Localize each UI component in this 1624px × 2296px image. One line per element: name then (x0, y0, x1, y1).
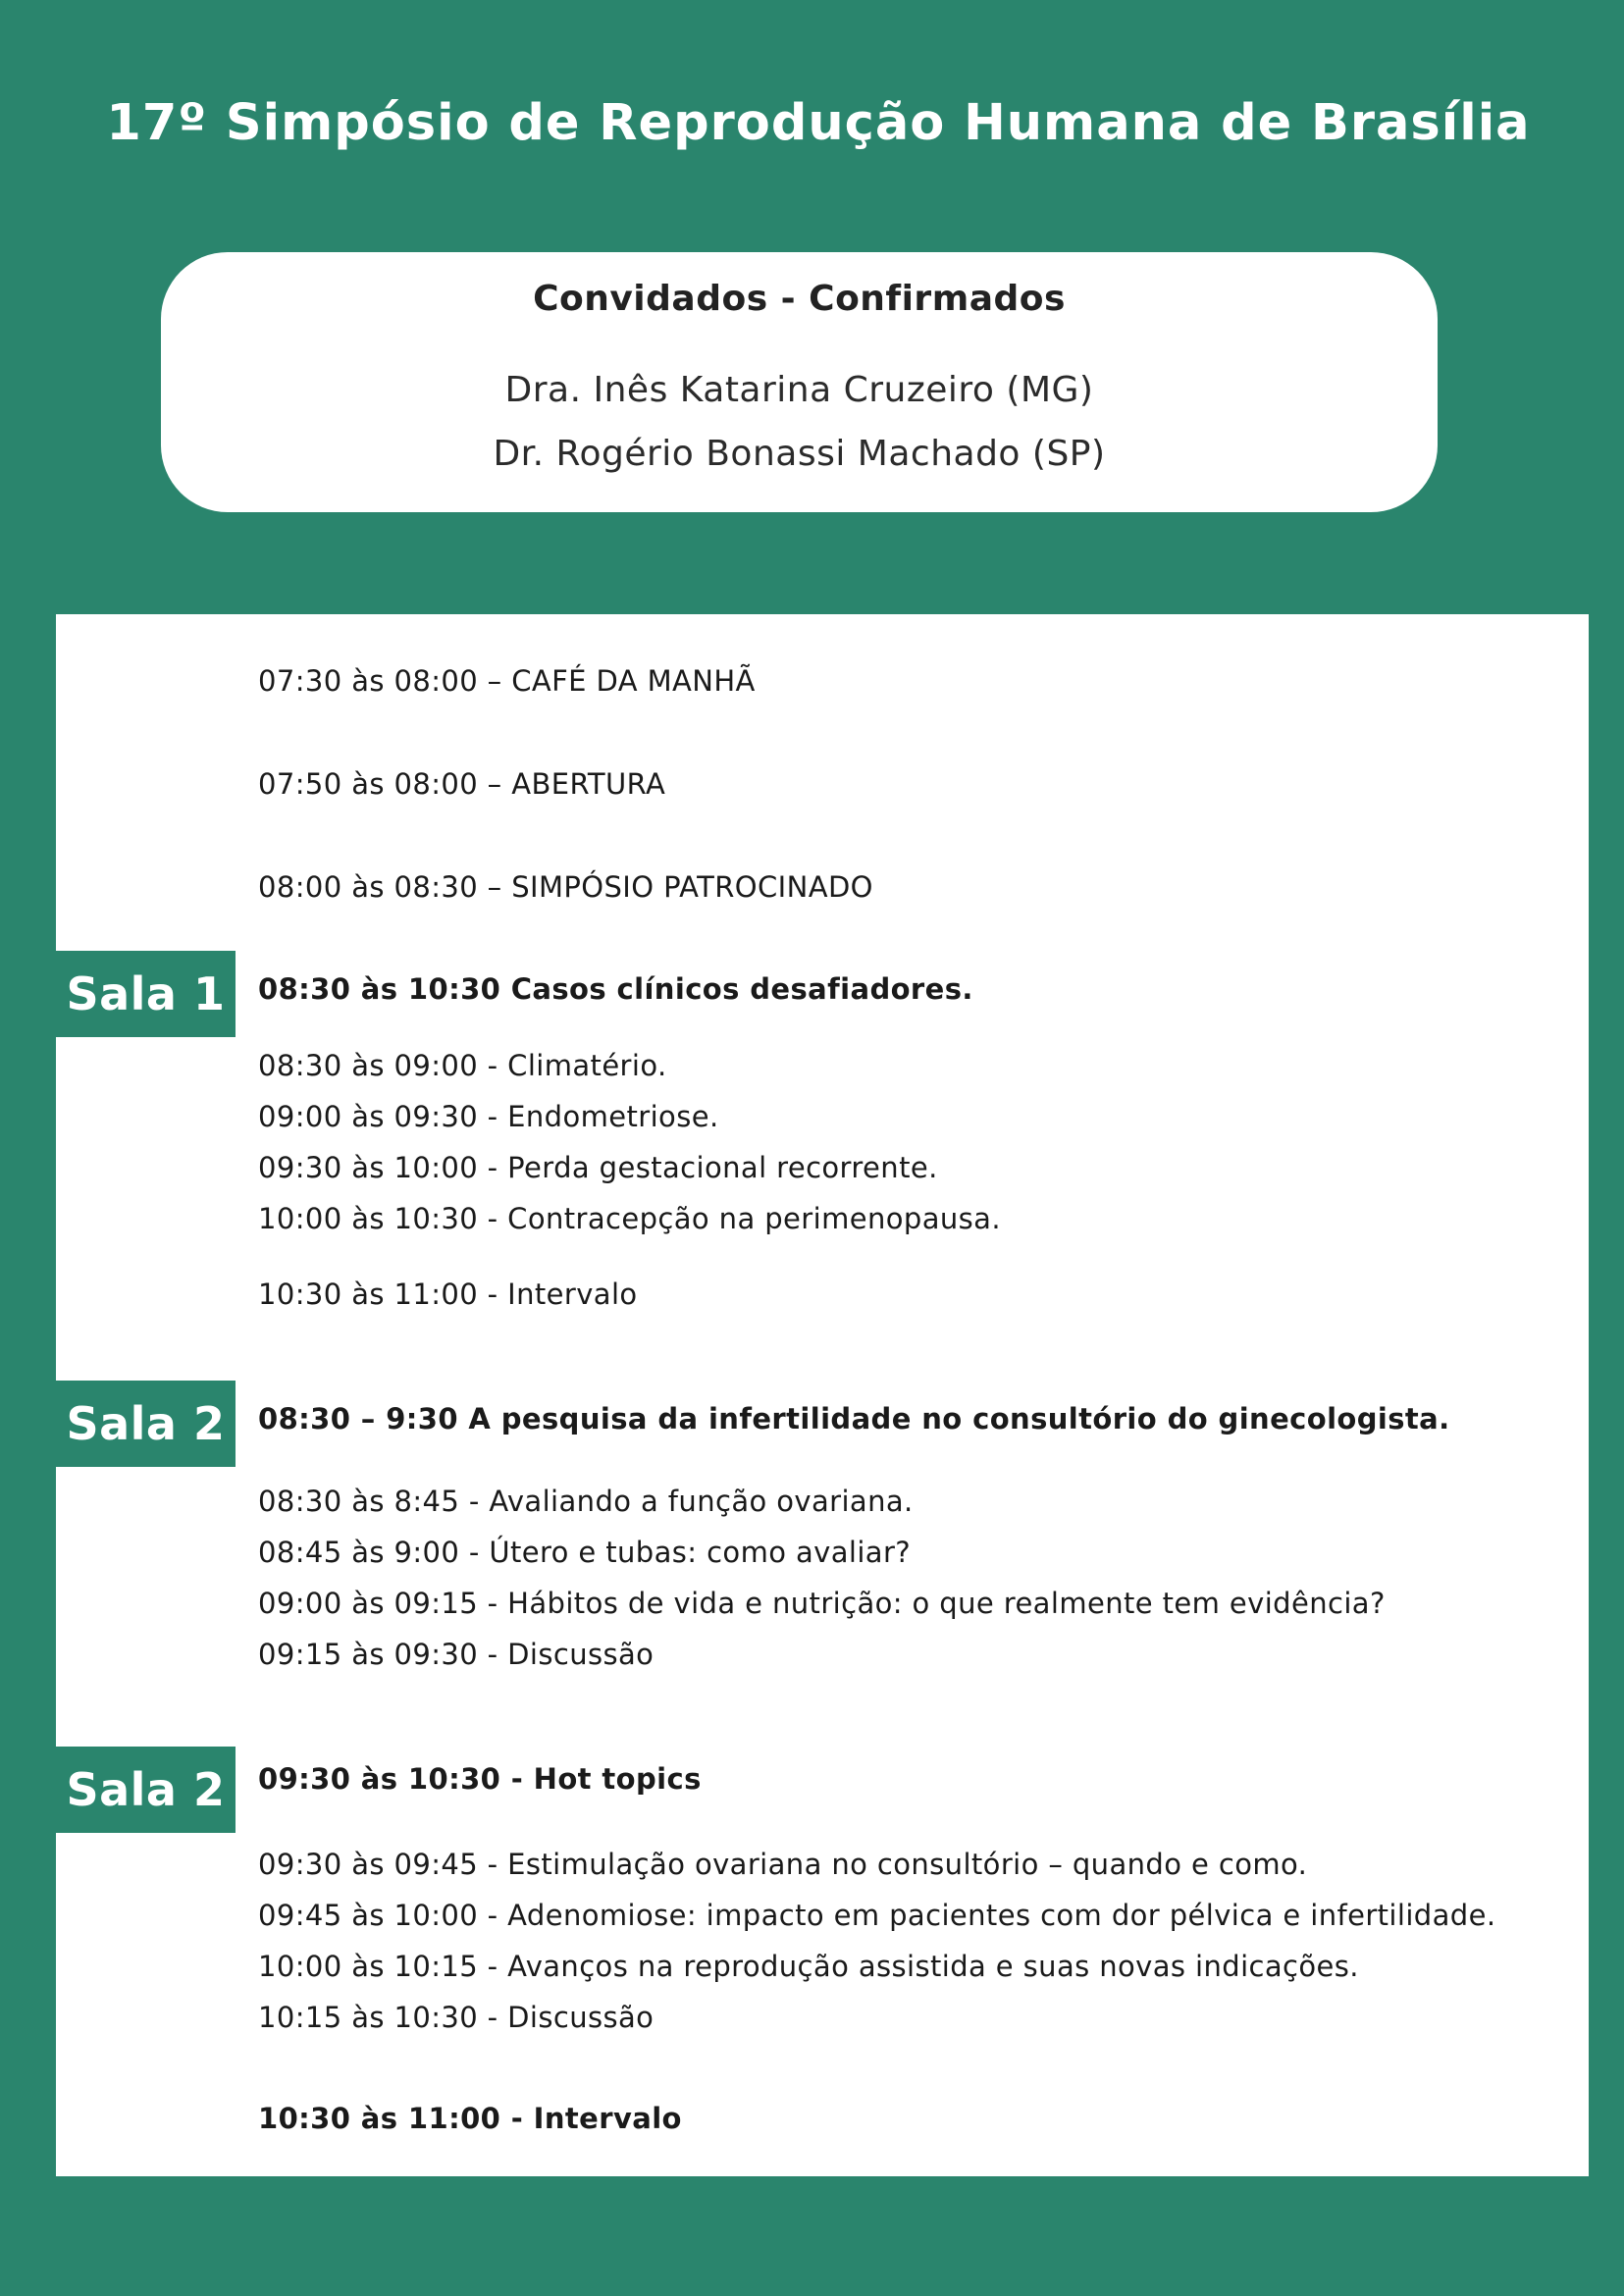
session-heading: 08:30 – 9:30 A pesquisa da infertilidade no consultório do ginecologista. (258, 1402, 1450, 1435)
session-item: 09:30 às 09:45 - Estimulação ovariana no consultório – quando e como. (258, 1848, 1308, 1881)
session-item: 09:00 às 09:30 - Endometriose. (258, 1100, 719, 1133)
schedule-item-breakfast: 07:30 às 08:00 – CAFÉ DA MANHÃ (258, 664, 756, 698)
program-schedule (56, 614, 1589, 2176)
guest-name: Dr. Rogério Bonassi Machado (SP) (493, 434, 1106, 474)
session-item: 10:00 às 10:15 - Avanços na reprodução assistida e suas novas indicações. (258, 1950, 1359, 1983)
break-item: 10:30 às 11:00 - Intervalo (258, 2102, 682, 2135)
room-label-sala-2: Sala 2 (56, 1747, 236, 1833)
session-item: 10:15 às 10:30 - Discussão (258, 2001, 655, 2034)
session-heading: 09:30 às 10:30 - Hot topics (258, 1762, 702, 1796)
session-item: 08:30 às 8:45 - Avaliando a função ovariana. (258, 1485, 914, 1518)
session-item: 10:00 às 10:30 - Contracepção na perimenopausa. (258, 1202, 1001, 1235)
session-item: 08:30 às 09:00 - Climatério. (258, 1049, 667, 1082)
room-label-sala-1: Sala 1 (56, 951, 236, 1037)
guests-heading: Convidados - Confirmados (533, 279, 1066, 319)
page-title: 17º Simpósio de Reprodução Humana de Brasília (106, 94, 1531, 152)
guests-card (161, 252, 1438, 512)
schedule-item-sponsored: 08:00 às 08:30 – SIMPÓSIO PATROCINADO (258, 870, 873, 904)
room-label-sala-2: Sala 2 (56, 1381, 236, 1467)
session-item: 09:30 às 10:00 - Perda gestacional recorrente. (258, 1151, 938, 1184)
session-item: 08:45 às 9:00 - Útero e tubas: como avaliar? (258, 1536, 912, 1569)
guest-name: Dra. Inês Katarina Cruzeiro (MG) (504, 370, 1094, 410)
session-item: 09:15 às 09:30 - Discussão (258, 1638, 655, 1671)
session-heading: 08:30 às 10:30 Casos clínicos desafiadores. (258, 972, 973, 1006)
break-item: 10:30 às 11:00 - Intervalo (258, 1278, 638, 1311)
session-item: 09:45 às 10:00 - Adenomiose: impacto em pacientes com dor pélvica e infertilidade. (258, 1899, 1496, 1932)
session-item: 09:00 às 09:15 - Hábitos de vida e nutrição: o que realmente tem evidência? (258, 1587, 1386, 1620)
schedule-item-opening: 07:50 às 08:00 – ABERTURA (258, 767, 666, 801)
